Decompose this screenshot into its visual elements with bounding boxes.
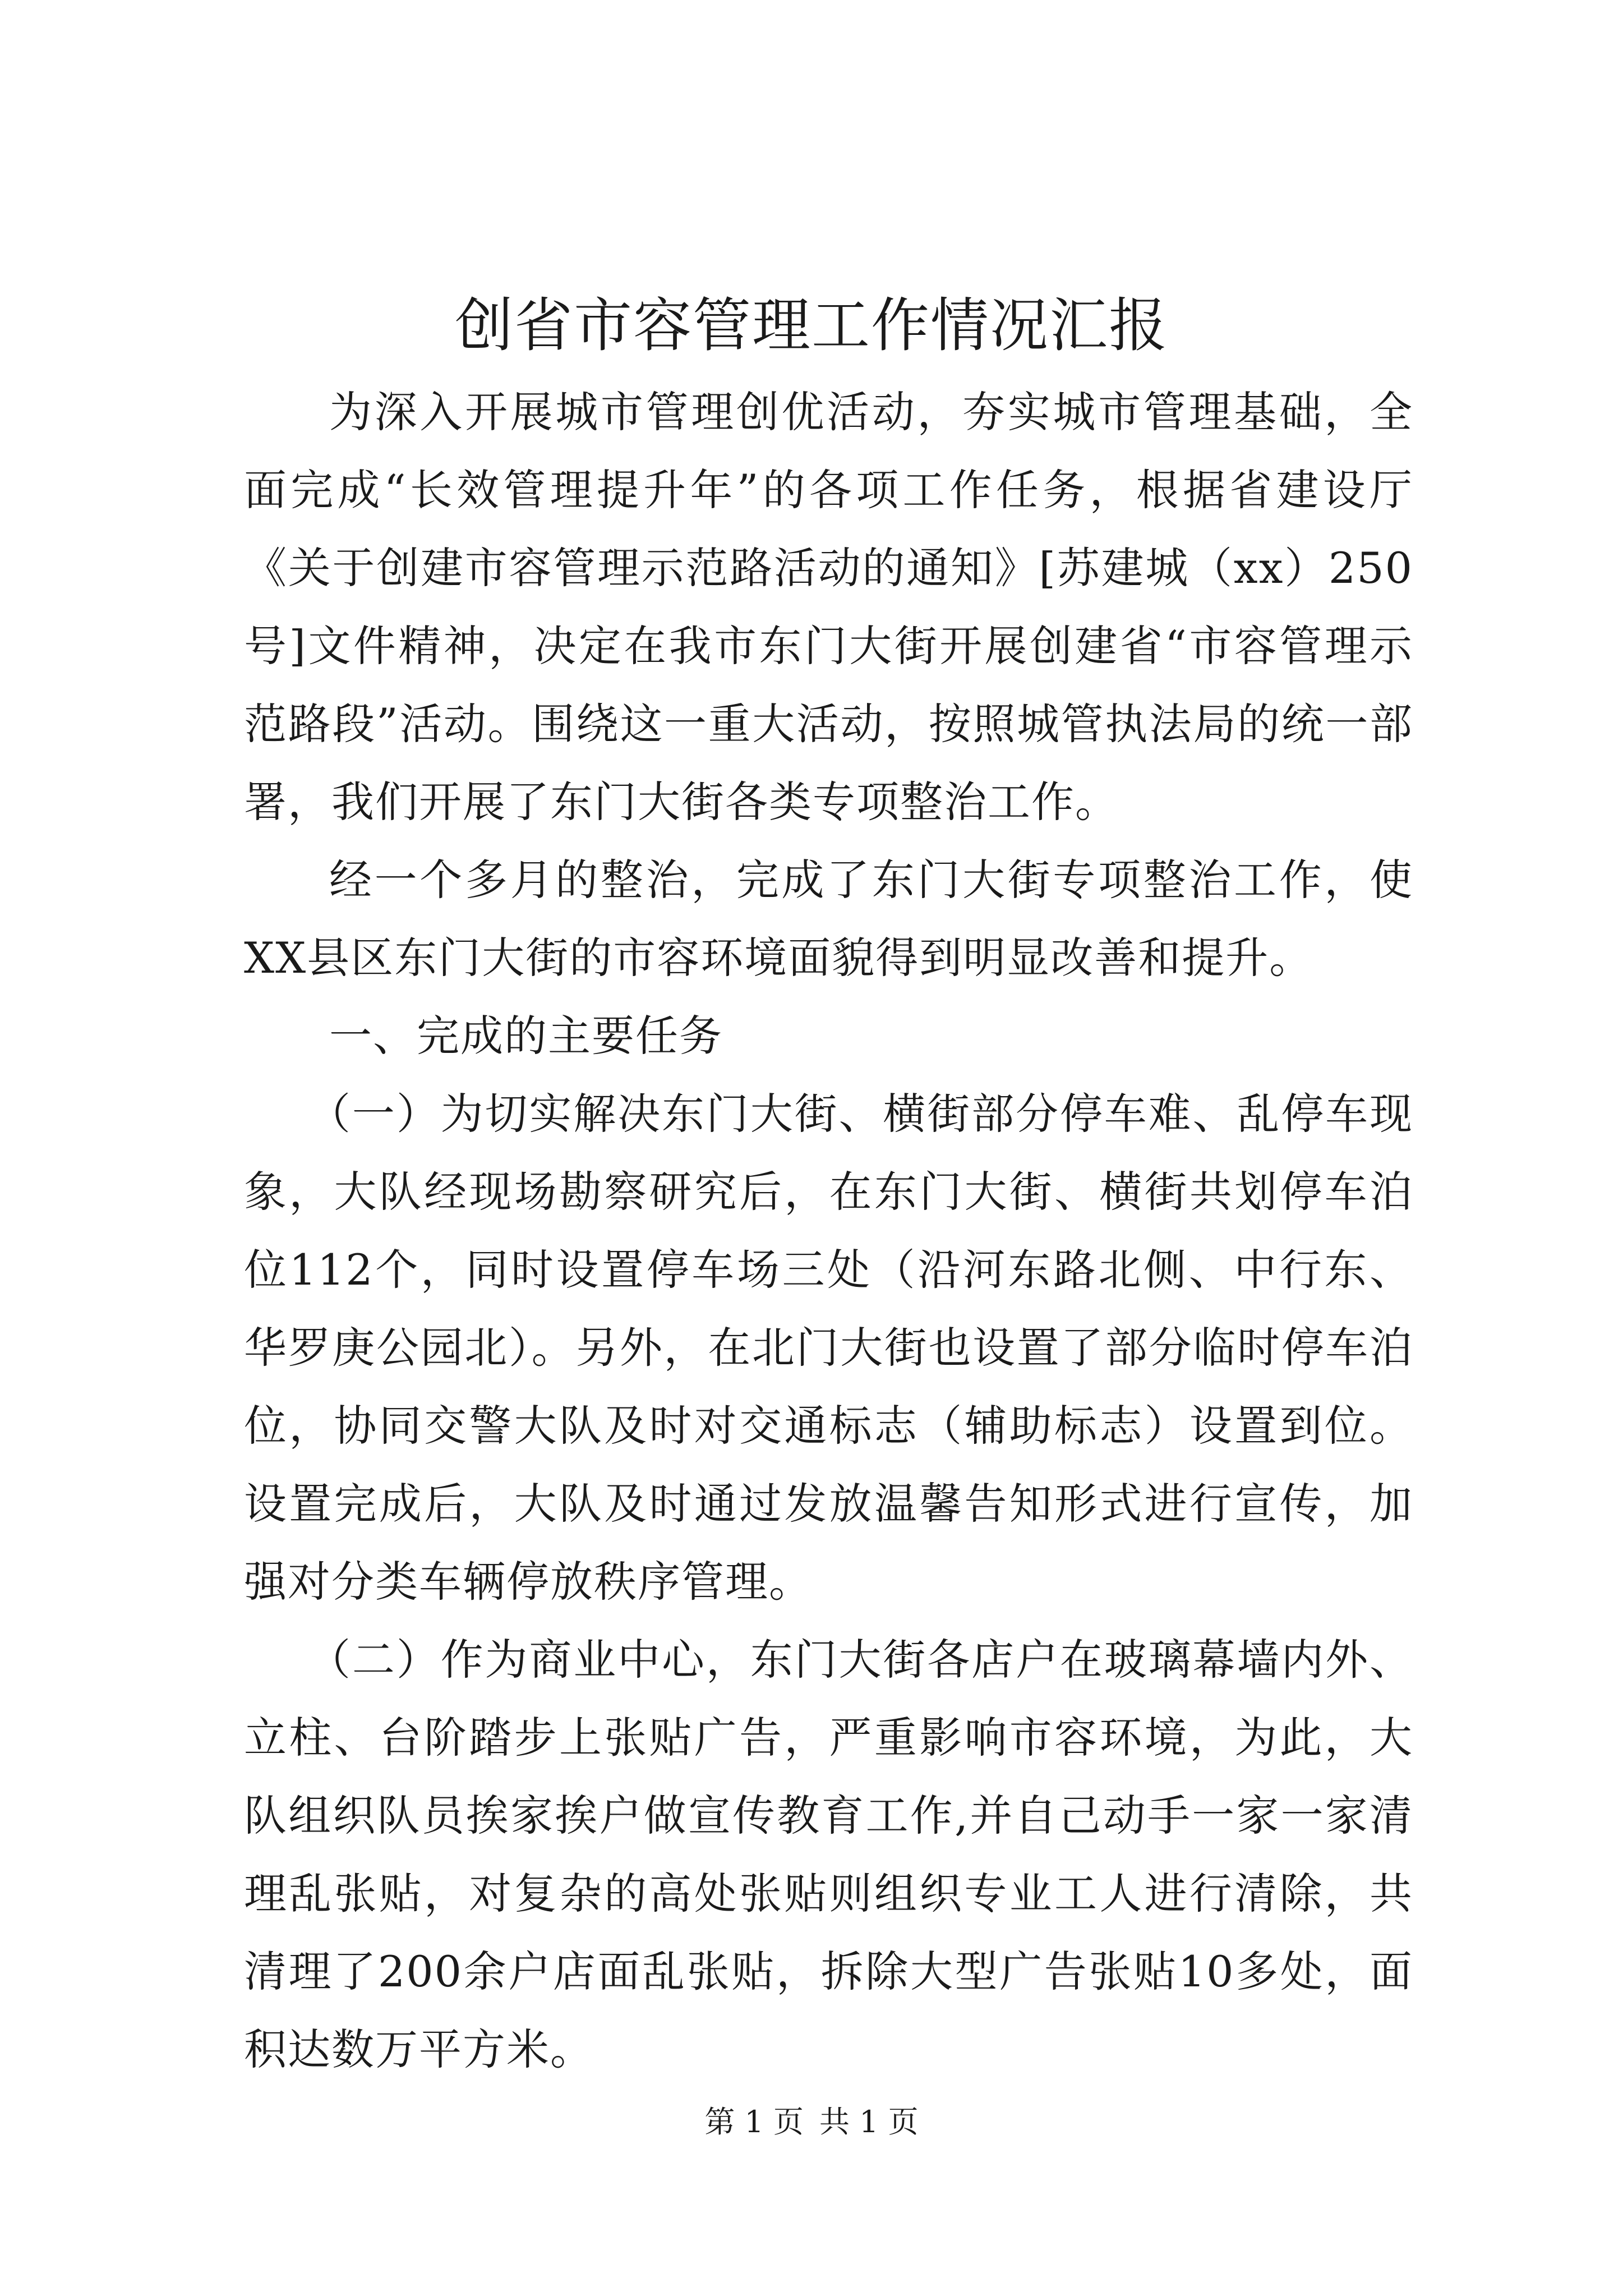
section-heading-main-tasks: 一、完成的主要任务 xyxy=(329,1011,723,1061)
page-number-total: 共 1 页 xyxy=(819,2104,919,2139)
page-footer xyxy=(0,2102,1623,2142)
paragraph-task-two: （二）作为商业中心，东门大街各店户在玻璃幕墙内外、立柱、台阶踏步上张贴广告，严重影响市容环境，为此，大队组织队员挨家挨户做宣传教育工作,并自己动手一家一家清理乱张贴，对复杂的高处张贴则组织专业工人进行清除，共清理了200余户店面乱张贴，拆除大型广告张贴10多处，面积达数万平方米。 xyxy=(244,1635,1413,2074)
document-title: 创省市容管理工作情况汇报 xyxy=(454,291,1168,360)
paragraph-result: 经一个多月的整治，完成了东门大街专项整治工作，使XX县区东门大街的市容环境面貌得到明显改善和提升。 xyxy=(244,855,1413,983)
page-number-current: 第 1 页 xyxy=(704,2104,804,2139)
document-body xyxy=(244,373,1413,2088)
paragraph-intro: 为深入开展城市管理创优活动，夯实城市管理基础，全面完成“长效管理提升年”的各项工作任务，根据省建设厅《关于创建市容管理示范路活动的通知》[苏建城（xx）250号]文件精神，决定在我市东门大街开展创建省“市容管理示范路段”活动。围绕这一重大活动，按照城管执法局的统一部署，我们开展了东门大街各类专项整治工作。 xyxy=(244,387,1413,827)
paragraph-task-one: （一）为切实解决东门大街、横街部分停车难、乱停车现象，大队经现场勘察研究后，在东门大街、横街共划停车泊位112个，同时设置停车场三处（沿河东路北侧、中行东、华罗庚公园北）。另外，在北门大街也设置了部分临时停车泊位，协同交警大队及时对交通标志（辅助标志）设置到位。设置完成后，大队及时通过发放温馨告知形式进行宣传，加强对分类车辆停放秩序管理。 xyxy=(244,1089,1413,1607)
